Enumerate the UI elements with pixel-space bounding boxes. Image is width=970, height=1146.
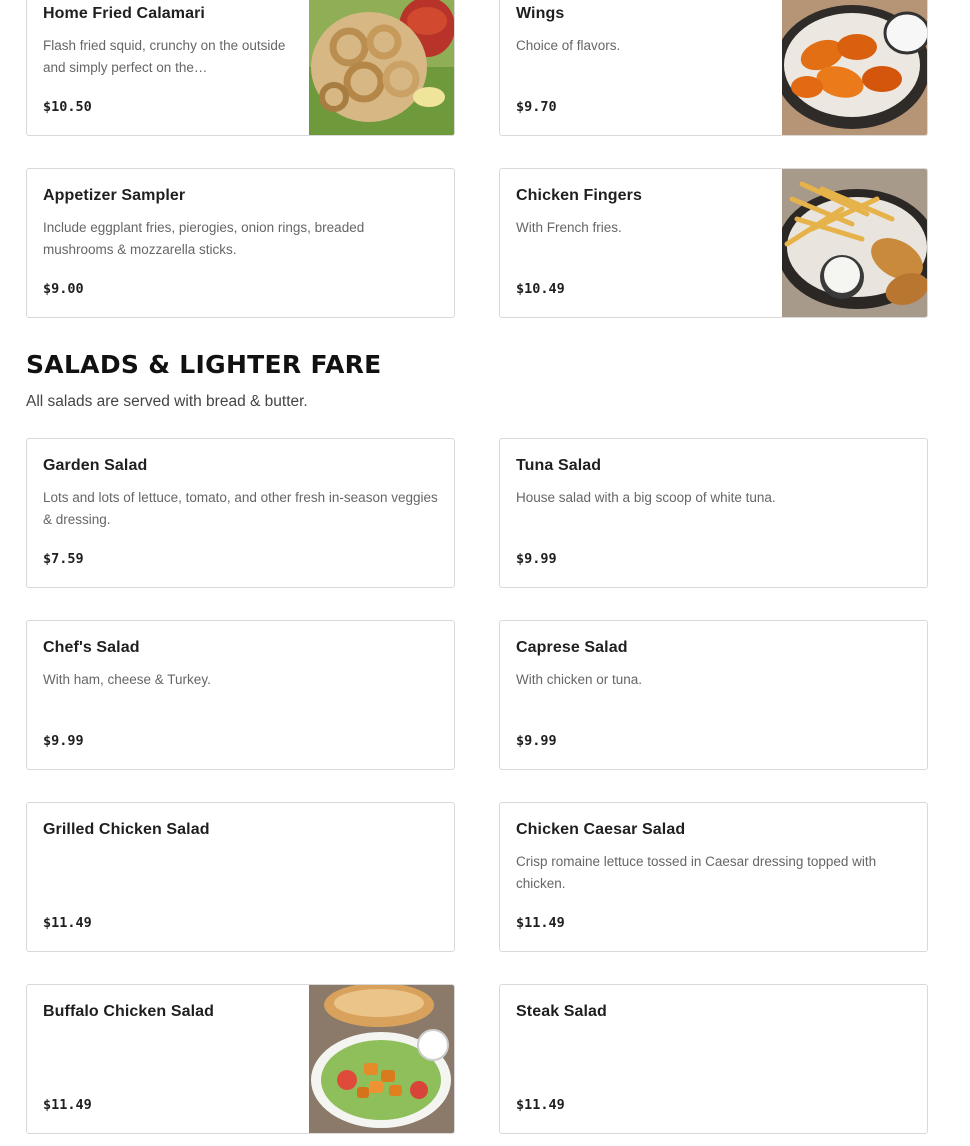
menu-item-name: Chef's Salad [43, 639, 140, 656]
menu-item-price: $9.70 [516, 99, 557, 115]
menu-item-description: With French fries. [516, 220, 622, 235]
menu-item-card-garden-salad[interactable] [26, 438, 455, 588]
menu-item-name: Grilled Chicken Salad [43, 821, 210, 838]
chicken-fingers-photo [782, 169, 927, 317]
menu-item-price: $9.99 [516, 551, 557, 567]
menu-item-name: Caprese Salad [516, 639, 628, 656]
menu-item-name: Tuna Salad [516, 457, 602, 474]
menu-item-name: Home Fried Calamari [43, 5, 205, 22]
menu-item-card-appetizer-sampler[interactable] [26, 168, 455, 318]
menu-item-name: Wings [516, 5, 565, 22]
menu-item-price: $10.50 [43, 99, 92, 115]
menu-item-card-caprese-salad[interactable] [499, 620, 928, 770]
menu-item-card-chefs-salad[interactable] [26, 620, 455, 770]
menu-item-description: With ham, cheese & Turkey. [43, 672, 211, 687]
menu-item-name: Garden Salad [43, 457, 148, 474]
menu-item-price: $9.99 [516, 733, 557, 749]
buffalo-chicken-salad-photo [309, 985, 454, 1133]
menu-item-name: Chicken Fingers [516, 187, 642, 204]
menu-item-card-calamari[interactable] [26, 0, 455, 136]
menu-item-description: Lots and lots of lettuce, tomato, and other fresh in-season veggies & dressing. [43, 490, 438, 527]
menu-item-card-chicken-caesar-salad[interactable] [499, 802, 928, 952]
menu-item-price: $10.49 [516, 281, 565, 297]
menu-item-price: $11.49 [43, 1097, 92, 1113]
menu-item-card-wings[interactable] [499, 0, 928, 136]
menu-item-description: House salad with a big scoop of white tuna. [516, 490, 776, 505]
menu-item-name: Steak Salad [516, 1003, 607, 1020]
calamari-photo [309, 0, 454, 135]
menu-item-name: Buffalo Chicken Salad [43, 1003, 215, 1020]
menu-item-price: $11.49 [516, 915, 565, 931]
section-subtitle: All salads are served with bread & butter. [26, 393, 308, 410]
menu-item-description: Crisp romaine lettuce tossed in Caesar dressing topped with chicken. [516, 854, 877, 891]
menu-item-card-steak-salad[interactable] [499, 984, 928, 1134]
menu-item-price: $11.49 [516, 1097, 565, 1113]
menu-item-price: $9.00 [43, 281, 84, 297]
menu-item-description: Choice of flavors. [516, 38, 621, 53]
menu-item-card-buffalo-chicken-salad[interactable] [26, 984, 455, 1134]
menu-item-price: $11.49 [43, 915, 92, 931]
menu-item-description: Flash fried squid, crunchy on the outside and simply perfect on the… [43, 38, 286, 75]
menu-item-description: With chicken or tuna. [516, 672, 643, 687]
menu-item-card-grilled-chicken-salad[interactable] [26, 802, 455, 952]
menu-item-price: $9.99 [43, 733, 84, 749]
menu-item-name: Chicken Caesar Salad [516, 821, 686, 838]
menu-item-card-tuna-salad[interactable] [499, 438, 928, 588]
wings-photo [782, 0, 927, 135]
menu-item-card-chicken-fingers[interactable] [499, 168, 928, 318]
menu-item-price: $7.59 [43, 551, 84, 567]
menu-item-name: Appetizer Sampler [43, 187, 186, 204]
menu-item-description: Include eggplant fries, pierogies, onion rings, breaded mushrooms & mozzarella sticks. [43, 220, 365, 257]
section-title: SALADS & LIGHTER FARE [26, 350, 382, 379]
